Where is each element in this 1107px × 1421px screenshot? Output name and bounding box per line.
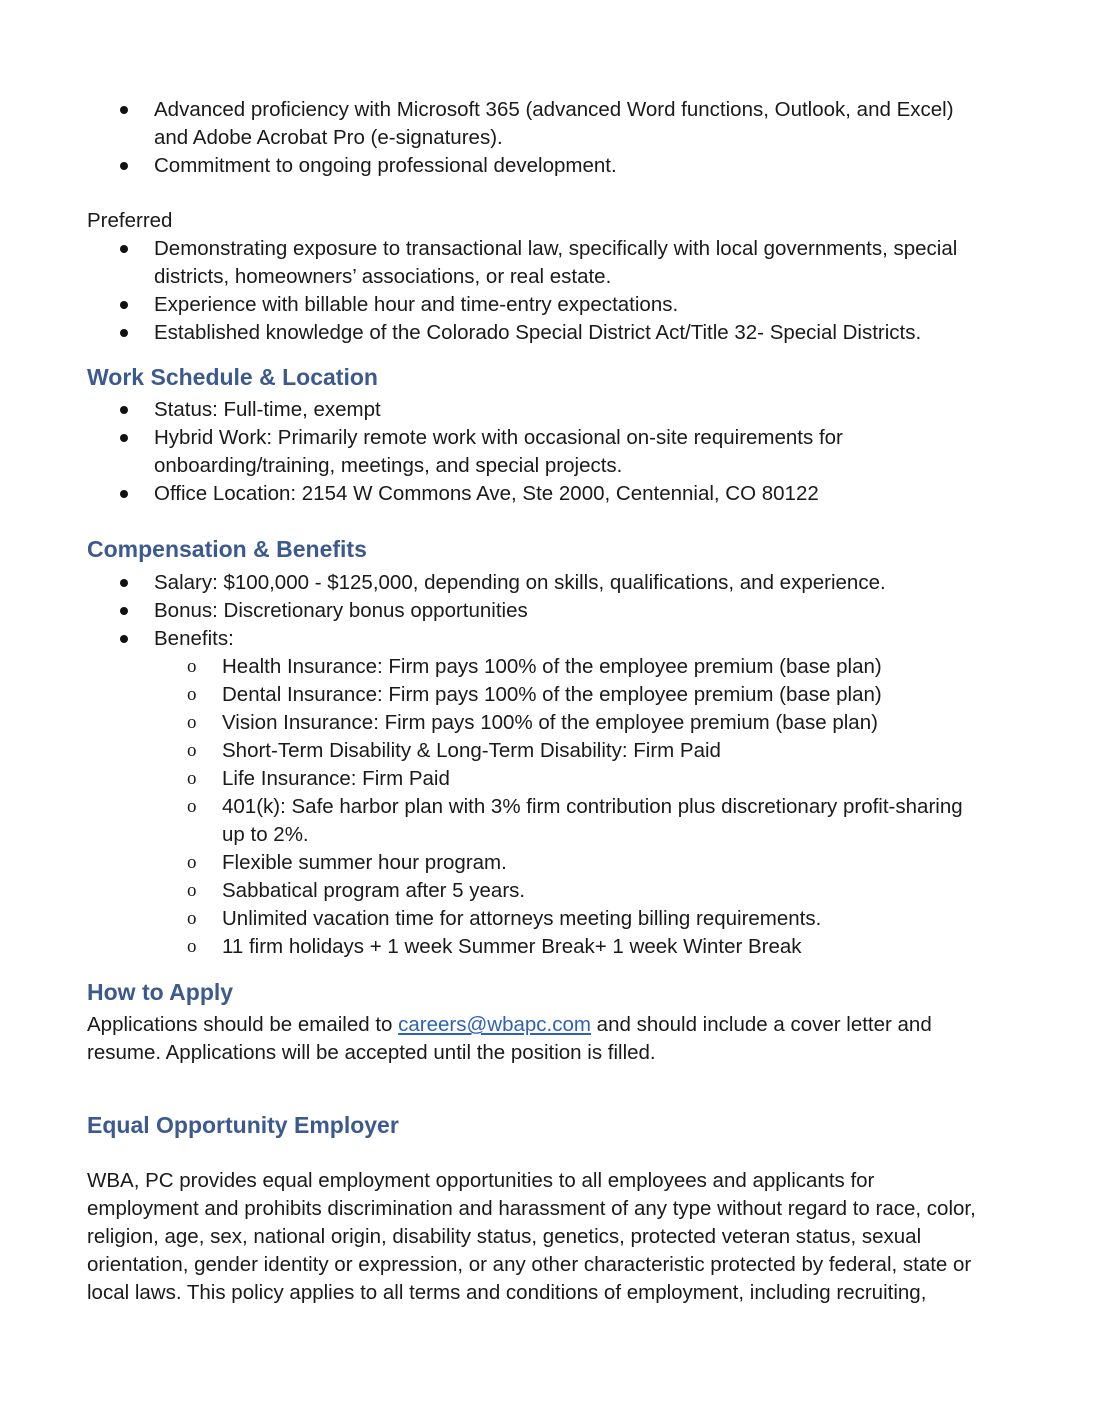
circle-bullet-icon: o [187,936,197,957]
bullet-icon [120,434,128,442]
document-page [87,96,987,1307]
list-item: Benefits: [87,625,987,653]
list-item: Advanced proficiency with Microsoft 365 (advanced Word functions, Outlook, and Excel) and Adobe Acrobat Pro (e-signatures). [87,96,987,152]
list-item: Status: Full-time, exempt [87,396,987,424]
bullet-icon [120,490,128,498]
list-item: Office Location: 2154 W Commons Ave, Ste 2000, Centennial, CO 80122 [87,480,987,508]
benefit-item: o Vision Insurance: Firm pays 100% of the employee premium (base plan) [87,709,987,737]
benefit-item: o Short-Term Disability & Long-Term Disability: Firm Paid [87,737,987,765]
list-item: Established knowledge of the Colorado Special District Act/Title 32- Special Districts. [87,319,987,347]
apply-paragraph: Applications should be emailed to careers@wbapc.com and should include a cover letter and resume. Applications will be accepted until the position is filled. [87,1013,932,1064]
circle-bullet-icon: o [187,880,197,901]
compensation-list [87,569,987,653]
circle-bullet-icon: o [187,768,197,789]
work-schedule-heading: Work Schedule & Location [87,364,378,390]
benefit-item: o 401(k): Safe harbor plan with 3% firm contribution plus discretionary profit-sharing up to 2%. [187,795,963,846]
circle-bullet-icon: o [187,712,197,733]
circle-bullet-icon: o [187,796,197,817]
benefit-item: o Sabbatical program after 5 years. [87,877,987,905]
bullet-icon [120,301,128,309]
list-item: Demonstrating exposure to transactional law, specifically with local governments, special districts, homeowners’ associations, or real estate. [87,235,987,291]
benefit-item: o Life Insurance: Firm Paid [87,765,987,793]
bullet-icon [120,579,128,587]
compensation-heading: Compensation & Benefits [87,536,367,562]
careers-email-link[interactable]: careers@wbapc.com [398,1013,591,1036]
circle-bullet-icon: o [187,908,197,929]
benefits-list [87,653,987,961]
list-item: Commitment to ongoing professional development. [87,152,987,180]
bullet-icon [120,106,128,114]
eeo-paragraph: WBA, PC provides equal employment opportunities to all employees and applicants for employment and prohibits discrimination and harassment of any type without regard to race, color, religion, age, sex, national origin, disability status, genetics, protected veteran status, sexual orientation, gender identity or expression, or any other characteristic protected by federal, state or local laws. This policy applies to all terms and conditions of employment, including recruiting, [87,1169,976,1304]
bullet-icon [120,162,128,170]
list-item: Hybrid Work: Primarily remote work with occasional on-site requirements for onboarding/training, meetings, and special projects. [87,424,987,480]
equal-opportunity-heading: Equal Opportunity Employer [87,1112,399,1138]
bullet-icon [120,329,128,337]
how-to-apply-heading: How to Apply [87,979,234,1005]
bullet-icon [120,635,128,643]
circle-bullet-icon: o [187,684,197,705]
circle-bullet-icon: o [187,740,197,761]
qualifications-list [87,96,987,180]
benefit-item: o Unlimited vacation time for attorneys meeting billing requirements. [87,905,987,933]
benefit-item: o Dental Insurance: Firm pays 100% of the employee premium (base plan) [87,681,987,709]
preferred-label: Preferred [87,209,173,232]
bullet-icon [120,245,128,253]
benefit-item: o Health Insurance: Firm pays 100% of the employee premium (base plan) [87,653,987,681]
bullet-icon [120,607,128,615]
list-item: Bonus: Discretionary bonus opportunities [87,597,987,625]
list-item: Salary: $100,000 - $125,000, depending on skills, qualifications, and experience. [87,569,987,597]
work-schedule-list [87,396,987,508]
benefit-item: o 11 firm holidays + 1 week Summer Break+ 1 week Winter Break [87,933,987,961]
benefit-item: o Flexible summer hour program. [87,849,987,877]
circle-bullet-icon: o [187,852,197,873]
bullet-icon [120,406,128,414]
preferred-list [87,235,987,347]
circle-bullet-icon: o [187,656,197,677]
list-item: Experience with billable hour and time-entry expectations. [87,291,987,319]
